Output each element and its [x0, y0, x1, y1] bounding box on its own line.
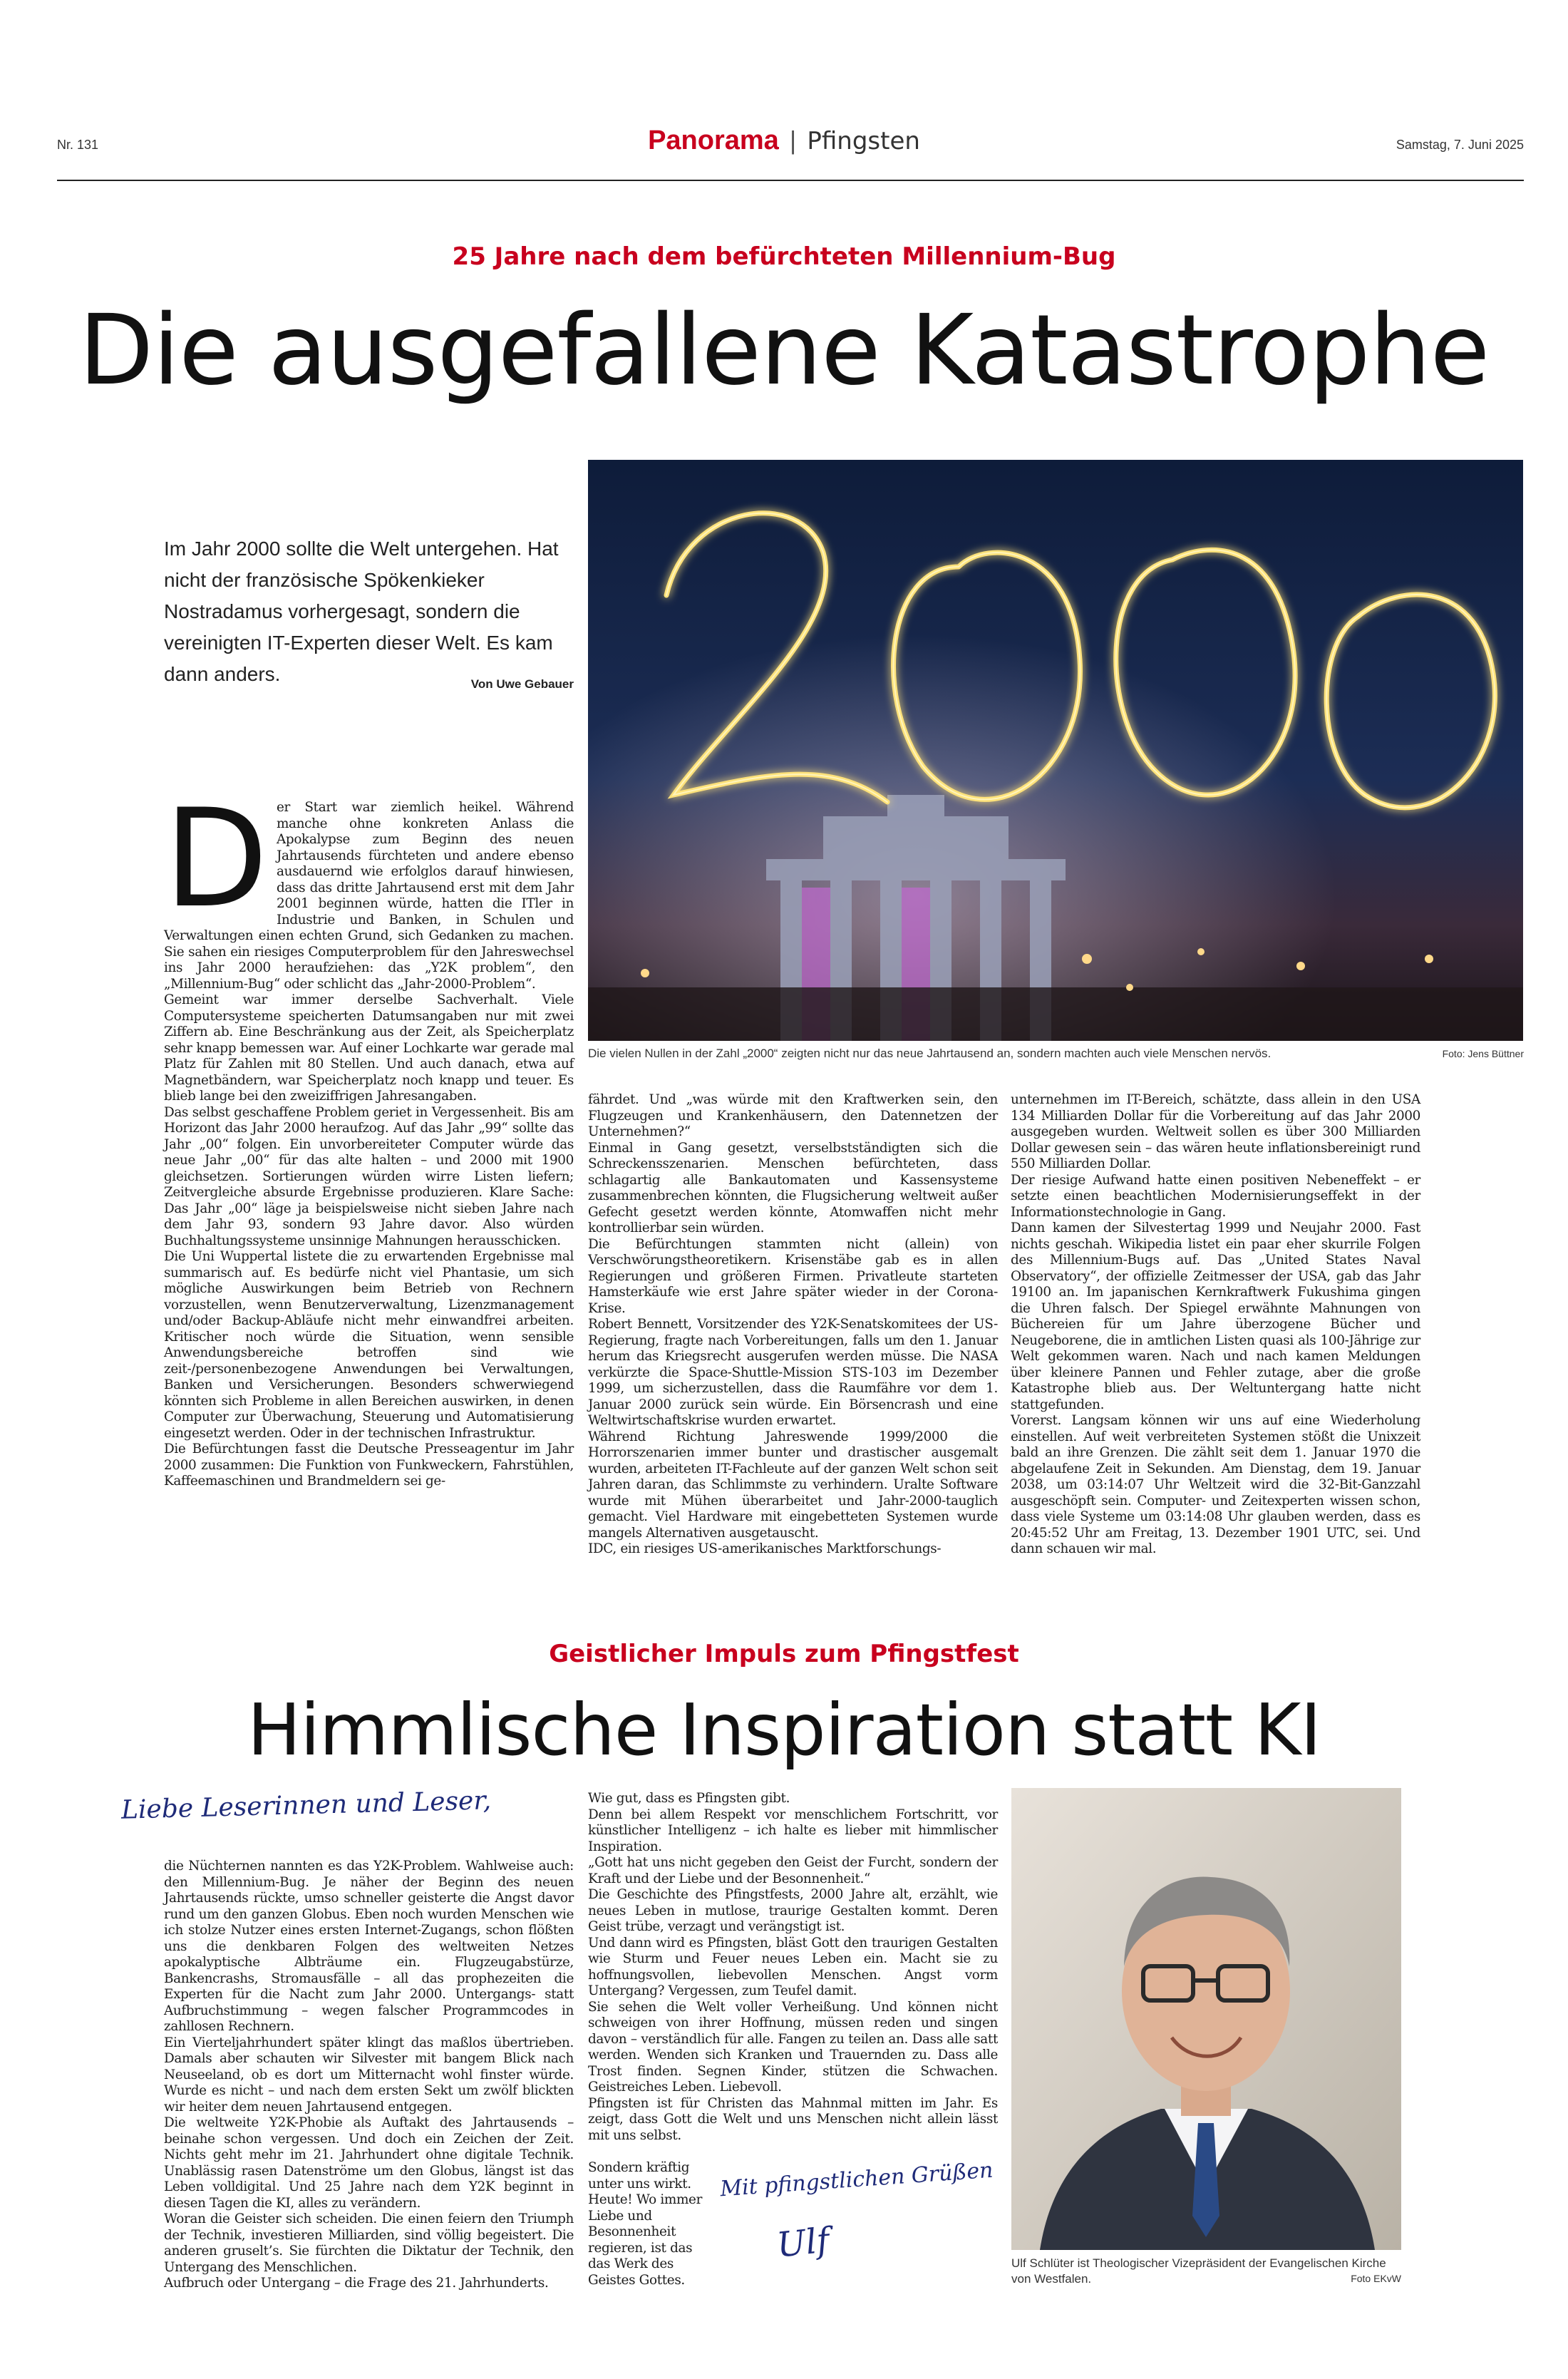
article2-paragraph: Woran die Geister sich scheiden. Die einen feiern den Triumph der Technik, investieren Milliarden, sind völlig begeistert. Die anderen gruselt’s. Sie fürchten die Diktatur der Technik, den Untergang des Menschlichen.	[164, 2211, 574, 2275]
article1-column2	[588, 1092, 998, 1558]
article2-paragraph: Sie sehen die Welt voller Verheißung. Und können nicht schweigen von ihrer Hoffnung, müssen reden und singen davon – verständlich für alle. Fangen zu teilen an. Dass alle satt werden. Wenden sich Kranken und Trauernden zu. Dass alle Trost finden. Segnen Kinder, stützen die Schwachen. Geistreiches Leben. Liebevoll.	[588, 1999, 998, 2095]
article2-paragraph: Die Geschichte des Pfingstfests, 2000 Jahre alt, erzählt, wie neues Leben in mutlose, traurige Gestalten kommt. Deren Geist trübe, verzagt und verängstigt ist.	[588, 1887, 998, 1934]
article1-paragraph: Einmal in Gang gesetzt, verselbstständigten sich die Schreckensszenarien. Menschen befürchteten, dass schlagartig alle Bankautomaten und Kassensysteme zusammenbrechen könnten, die Flugsicherung weltweit außer Gefecht gesetzt werden könnte, Atomwaffen nicht mehr kontrollierbar sein würden.	[588, 1140, 998, 1235]
photo2-caption: Ulf Schlüter ist Theologischer Vizepräsident der Evangelischen Kirche von Westfalen.	[1011, 2256, 1386, 2286]
article1-kicker: 25 Jahre nach dem befürchteten Millennium-Bug	[452, 242, 1116, 271]
article1-paragraph: unternehmen im IT-Bereich, schätzte, dass allein in den USA 134 Milliarden Dollar für die Vorbereitung auf das Jahr 2000 ausgegeben wurden. Weltweit sollen es über 300 Milliarden Dollar gewesen sein – das wären heute inflationsbereinigt rund 550 Milliarden Dollar.	[1011, 1092, 1420, 1171]
article2-column2-narrow: Sondern kräftig unter uns wirkt. Heute! Wo immer Liebe und Besonnenheit regieren, ist das das Werk des Geistes Gottes.	[588, 2160, 703, 2288]
article1-paragraph: fährdet. Und „was würde mit den Kraftwerken sein, den Flugzeugen und Krankenhäusern, den Datennetzen der Unternehmen?“	[588, 1092, 998, 1139]
portrait-photo	[1011, 1788, 1401, 2250]
article2-paragraph: Denn bei allem Respekt vor menschlichem Fortschritt, vor künstlicher Intelligenz – ich halte es lieber mit himmlischer Inspiration.	[588, 1807, 998, 1854]
article1-headline: Die ausgefallene Katastrophe	[78, 294, 1490, 407]
article2-paragraph: Pfingsten ist für Christen das Mahnmal mitten im Jahr. Es zeigt, dass Gott die Welt und uns Menschen nicht allein lässt mit uns selbst.	[588, 2095, 998, 2143]
article1-paragraph: Gemeint war immer derselbe Sachverhalt. Viele Computersysteme speicherten Datumsangaben nur mit zwei Ziffern ab. Eine Beschränkung aus der Zeit, als Speicherplatz sehr knapp bemessen war. Auf einer Lochkarte war gerade mal Platz für Zahlen mit 80 Stellen. Und auch danach, etwa auf Magnetbändern, war Speicherplatz noch knapp und teuer. Es blieb lange bei den zweiziffrigen Jahresangaben.	[164, 992, 574, 1104]
article1-paragraph: Die Uni Wuppertal listete die zu erwartenden Ergebnisse mal summarisch auf. Es bedürfe nicht viel Phantasie, um sich mögliche Auswirkungen beim Betrieb von Rechnern vorzustellen, wenn Benutzerverwaltung, Lizenzmanagement und/oder Backup-Abläufe nicht mehr einwandfrei arbeiten. Kritischer noch würde die Situation, wenn sensible Anwendungsbereiche betroffen sind wie zeit-/personenbezogene Anwendungen bei Verwaltungen, Banken und Versicherungen. Besonders schwerwiegend könnten sich Probleme in allen Bereichen auswirken, in denen Computer zur Überwachung, Steuerung und Automatisierung eingesetzt werden. Oder in der technischen Infrastruktur.	[164, 1249, 574, 1441]
issue-date: Samstag, 7. Juni 2025	[1396, 138, 1524, 152]
salutation-handwriting: Liebe Leserinnen und Leser,	[120, 1786, 492, 1825]
article2-paragraph: Wie gut, dass es Pfingsten gibt.	[588, 1791, 790, 1806]
article2-paragraph: die Nüchternen nannten es das Y2K-Problem. Wahlweise auch: den Millennium-Bug. Je näher der Beginn des neuen Jahrtausends rückte, umso schneller geisterte die Angst davor rund um den ganzen Globus. Eben noch wurden Menschen wie ich stolze Nutzer eines ersten Internet-Zugangs, schon flößten uns die denkbaren Folgen des weltweiten Netzes apokalyptische Albträume ein. Flugzeugabstürze, Bankencrashs, Stromausfälle – all das prophezeiten die Experten für die Nacht zum Jahr 2000. Untergangs- statt Aufbruchstimmung – wegen falscher Programmcodes in zahllosen Rechnern.	[164, 1859, 574, 2034]
photo2-credit: Foto EKvW	[1351, 2273, 1401, 2284]
article2-kicker: Geistlicher Impuls zum Pfingstfest	[549, 1640, 1019, 1668]
article1-paragraph: Die Befürchtungen fasst die Deutsche Presseagentur im Jahr 2000 zusammen: Die Funktion von Funkweckern, Fahrstühlen, Kaffeemaschinen und Brandmeldern sei ge-	[164, 1442, 574, 1489]
photo1-caption: Die vielen Nullen in der Zahl „2000“ zeigten nicht nur das neue Jahrtausend an, sondern machten auch viele Menschen nervös.	[588, 1047, 1272, 1060]
article1-paragraph: Die Befürchtungen stammten nicht (allein) von Verschwörungstheoretikern. Krisenstäbe gab es in allen Regierungen und größeren Firmen. Privatleute starteten Hamsterkäufe wie erst Jahre später wieder in der Corona-Krise.	[588, 1236, 998, 1316]
article1-paragraph: Während Richtung Jahreswende 1999/2000 die Horrorszenarien immer bunter und drastischer ausgemalt wurden, arbeiteten IT-Fachleute auf der ganzen Welt schon seit Jahren daran, das Schlimmste zu verhindern. Uralte Software wurde mit Mühen überarbeitet und Jahr-2000-tauglich gemacht. Viel Hardware mit eingebetteten Systemen wurde mangels Alternativen ausgetauscht.	[588, 1429, 998, 1541]
fireworks-2000-photo	[588, 460, 1523, 1041]
article1-column3	[1011, 1092, 1420, 1558]
signature-handwriting: Ulf	[775, 2220, 832, 2266]
article1-intro: er Start war ziemlich heikel. Während manche ohne konkreten Anlass die Apokalypse zum Beginn des neuen Jahrtausends fürchteten und andere ebenso ausdauernd wie erfolglos darauf hinwiesen, dass das dritte Jahrtausend erst mit dem Jahr 2001 beginnen würde, hatten die ITler in Industrie und Banken, in Schulen und Verwaltungen einen echten Grund, sich Gedanken zu machen. Sie sahen ein riesiges Computerproblem für den Jahreswechsel ins Jahr 2000 heraufziehen: das „Y2K problem“, den „Millennium-Bug“ oder schlicht das „Jahr-2000-Problem“.	[164, 800, 574, 992]
header-rule	[57, 180, 1524, 181]
section-header	[0, 125, 1568, 156]
article1-paragraph: IDC, ein riesiges US-amerikanisches Marktforschungs-	[588, 1541, 942, 1556]
article1-paragraph: Robert Bennett, Vorsitzender des Y2K-Senatskomitees der US-Regierung, fragte nach Vorbereitungen, falls um den 1. Januar herum das Kriegsrecht ausgerufen werden müsse. Die NASA verkürzte die Space-Shuttle-Mission STS-103 im Dezember 1999, um sicherzustellen, dass die Raumfähre vor dem 1. Januar 2000 zurück sein würde. Ein Börsencrash und eine Weltwirtschaftskrise wurden erwartet.	[588, 1317, 998, 1428]
article2-paragraph: Die weltweite Y2K-Phobie als Auftakt des Jahrtausends – beinahe schon vergessen. Und doch ein Zeichen der Zeit. Nichts geht mehr im 21. Jahrhundert ohne digitale Technik. Unablässig rasen Datenströme um den Globus, längst ist das Leben volldigital. Und 25 Jahre nach dem Y2K beginnt in diesen Tagen die KI, alles zu verändern.	[164, 2115, 574, 2211]
lead-text: Im Jahr 2000 sollte die Welt untergehen. Hat nicht der französische Spökenkieker Nostradamus vorhergesagt, sondern die vereinigten IT-Experten dieser Welt. Es kam dann anders.	[164, 538, 559, 685]
article1-lead	[164, 533, 574, 700]
byline: Von Uwe Gebauer	[470, 677, 574, 691]
closing-handwriting: Mit pfingstlichen Grüßen	[719, 2157, 994, 2202]
section-name: Panorama	[648, 125, 779, 155]
photo1-credit: Foto: Jens Büttner	[1442, 1048, 1524, 1059]
fireworks-illustration	[588, 460, 1523, 1041]
article1-paragraph: Vorerst. Langsam können wir uns auf eine Wiederholung einstellen. Auf weit verbreiteten Systemen stößt die Unixzeit bald an ihre Grenzen. Die zählt seit dem 1. Januar 1970 die abgelaufene Zeit in Sekunden. Am Dienstag, dem 19. Januar 2038, um 03:14:07 Uhr Weltzeit wird die 32-Bit-Ganzzahl ausgeschöpft sein. Computer- und Zeitexperten wissen schon, dass viele Systeme um 03:14:08 Uhr glauben werden, dass es 20:45:52 Uhr am Freitag, 13. Dezember 1901 UTC, sei. Und dann schauen wir mal.	[1011, 1413, 1420, 1556]
subsection-name: Pfingsten	[807, 127, 920, 155]
article2-column1	[164, 1859, 574, 2292]
portrait-illustration	[1011, 1788, 1401, 2250]
article1-paragraph: Das selbst geschaffene Problem geriet in Vergessenheit. Bis am Horizont das Jahr 2000 heraufzog. Auf das Jahr „99“ sollte das Jahr „00“ folgen. Ein unvorbereiteter Computer würde das neue Jahr „00“ für das alte halten – und 2000 mit 1900 gleichsetzen. Sortierungen würden wirre Listen liefern; Zeitvergleiche absurde Ergebnisse produzieren. Klare Sache: Das Jahr „00“ läge ja beispielsweise nicht sieben Jahre nach dem Jahr 93, sondern 93 Jahre davor. Also würden Buchhaltungssysteme unsinnige Mahnungen herausschicken.	[164, 1104, 574, 1248]
article1-column1	[164, 780, 574, 1490]
article2-paragraph: Und dann wird es Pfingsten, bläst Gott den traurigen Gestalten wie Sturm und Feuer neues Leben ein. Macht sie zu hoffnungsvollen, liebevollen Menschen. Angst vorm Untergang? Vergessen, zum Teufel damit.	[588, 1935, 998, 1998]
article2-column2	[588, 1791, 998, 2144]
article2-paragraph: Aufbruch oder Untergang – die Frage des 21. Jahrhunderts.	[164, 2276, 549, 2291]
article2-headline: Himmlische Inspiration statt KI	[247, 1688, 1321, 1772]
article2-paragraph: Ein Vierteljahrhundert später klingt das maßlos übertrieben. Damals aber schauten wir Silvester mit bangem Blick nach Neuseeland, ob es dort um Mitternacht wohl finster würde. Wurde es nicht – und nach dem ersten Sekt um zwölf blickten wir heiter dem neuen Jahrtausend entgegen.	[164, 2035, 574, 2115]
article1-paragraph: Der riesige Aufwand hatte einen positiven Nebeneffekt – er setzte einen beachtlichen Modernisierungseffekt in der Informationstechnologie in Gang.	[1011, 1172, 1420, 1220]
dropcap: D	[164, 780, 268, 937]
section-divider: |	[782, 125, 804, 155]
article2-paragraph: „Gott hat uns nicht gegeben den Geist der Furcht, sondern der Kraft und der Liebe und der Besonnenheit.“	[588, 1855, 998, 1886]
article1-paragraph: Dann kamen der Silvestertag 1999 und Neujahr 2000. Fast nichts geschah. Wikipedia listet ein paar eher skurrile Folgen des Millennium-Bugs auf. Das „United States Naval Observatory“, der offizielle Zeitmesser der USA, gab das Jahr 19100 an. Im japanischen Kernkraftwerk Fukushima gingen die Uhren falsch. Der Spiegel erwähnte Mahnungen von Büchereien für um Jahre überzogene Bücher und Neugeborene, die in amtlichen Listen quasi als 100-Jährige zur Welt gekommen waren. Nach und nach kamen Meldungen über kleinere Pannen und Fehler zutage, aber die große Katastrophe blieb aus. Der Weltuntergang hatte nicht stattgefunden.	[1011, 1221, 1420, 1412]
issue-number: Nr. 131	[57, 138, 99, 152]
